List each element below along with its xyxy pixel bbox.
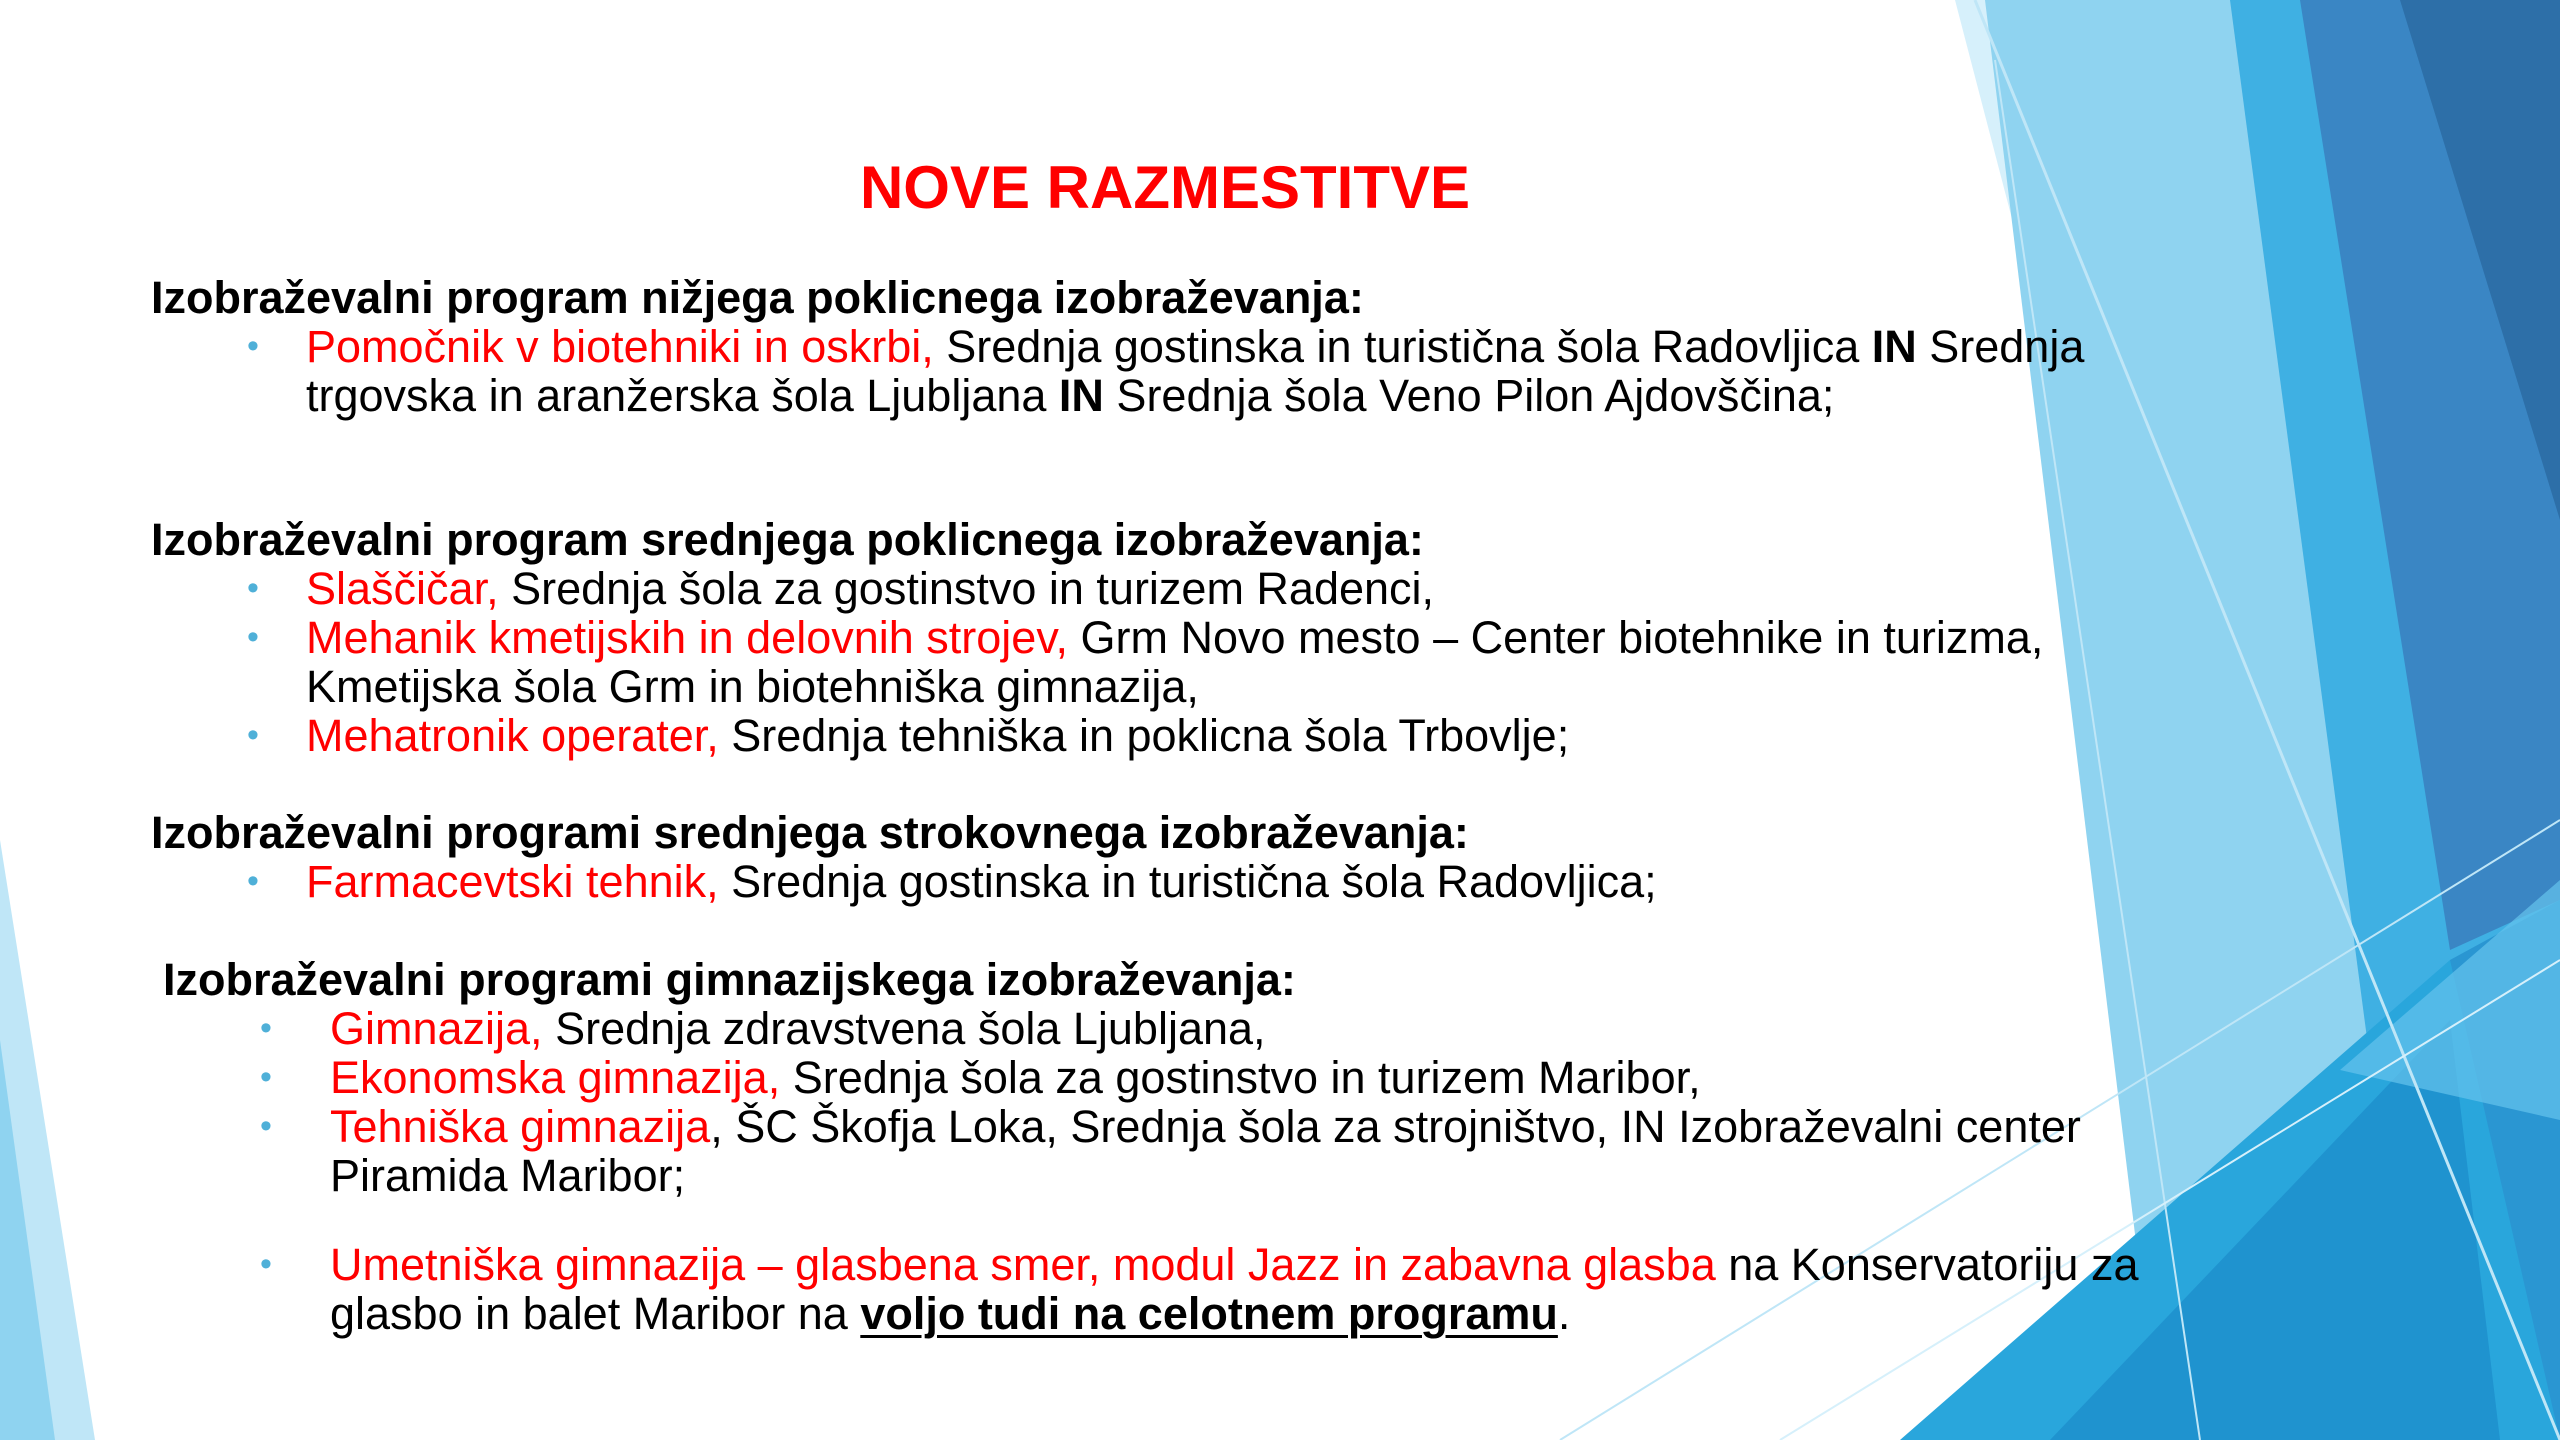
program-name: Gimnazija,: [330, 1003, 543, 1054]
conjunction: IN: [1058, 370, 1104, 421]
list-item: [260, 1052, 2160, 1103]
school-name: , ŠC Škofja Loka, Srednja šola za strojništvo, IN Izobraževalni center Piramida Maribor;: [330, 1101, 2081, 1201]
school-name: Srednja gostinska in turistična šola Radovljica;: [718, 856, 1657, 907]
list-item: [247, 321, 2136, 421]
bullet-icon: •: [260, 1058, 272, 1096]
program-name: Tehniška gimnazija: [330, 1101, 711, 1152]
section-heading-gimnazijsko: Izobraževalni programi gimnazijskega izobraževanja:: [163, 954, 1296, 1005]
sentence-end: .: [1557, 1288, 1571, 1339]
list-item: [247, 856, 2136, 907]
school-name: Srednja gostinska in turistična šola Radovljica: [933, 321, 1872, 372]
section-heading-srednje-strokovno: Izobraževalni programi srednjega strokovnega izobraževanja:: [151, 807, 1469, 858]
school-name: na Konservatoriju za glasbo in balet Maribor na: [330, 1239, 2139, 1339]
program-name: Umetniška gimnazija – glasbena smer, modul Jazz in zabavna glasba: [330, 1239, 1716, 1290]
list-item: [260, 1239, 2160, 1339]
program-name: Mehatronik operater,: [306, 710, 719, 761]
school-name: Srednja zdravstvena šola Ljubljana,: [542, 1003, 1266, 1054]
list-item: [247, 612, 2136, 712]
list-item: [247, 563, 2136, 614]
program-name: Pomočnik v biotehniki in oskrbi,: [306, 321, 934, 372]
list-item: [260, 1101, 2160, 1201]
section-heading-nizje-poklicno: Izobraževalni program nižjega poklicnega izobraževanja:: [151, 272, 1364, 323]
school-name: Srednja tehniška in poklicna šola Trbovlje;: [718, 710, 1570, 761]
school-name: Srednja šola za gostinstvo in turizem Radenci,: [498, 563, 1435, 614]
bullet-icon: •: [247, 716, 259, 754]
bullet-icon: •: [247, 569, 259, 607]
school-name: Srednja šola Veno Pilon Ajdovščina;: [1103, 370, 1835, 421]
school-name: Srednja šola za gostinstvo in turizem Maribor,: [780, 1052, 1701, 1103]
conjunction: IN: [1871, 321, 1917, 372]
list-item: [260, 1003, 2160, 1054]
program-name: Farmacevtski tehnik,: [306, 856, 719, 907]
program-name: Mehanik kmetijskih in delovnih strojev,: [306, 612, 1068, 663]
bullet-icon: •: [260, 1009, 272, 1047]
bullet-icon: •: [260, 1245, 272, 1283]
school-name: Grm Novo mesto – Center biotehnike in turizma, Kmetijska šola Grm in biotehniška gimnazija,: [306, 612, 2044, 712]
slide-title: NOVE RAZMESTITVE: [859, 154, 1471, 221]
section-heading-srednje-poklicno: Izobraževalni program srednjega poklicnega izobraževanja:: [151, 514, 1424, 565]
program-name: Ekonomska gimnazija,: [330, 1052, 781, 1103]
list-item: [247, 710, 2136, 761]
bullet-icon: •: [247, 327, 259, 365]
program-name: Slaščičar,: [306, 563, 499, 614]
emphasis-text: voljo tudi na celotnem programu: [860, 1288, 1558, 1339]
bullet-icon: •: [260, 1107, 272, 1145]
school-name: Srednja trgovska in aranžerska šola Ljubljana: [306, 321, 2085, 421]
bullet-icon: •: [247, 862, 259, 900]
bullet-icon: •: [247, 618, 259, 656]
